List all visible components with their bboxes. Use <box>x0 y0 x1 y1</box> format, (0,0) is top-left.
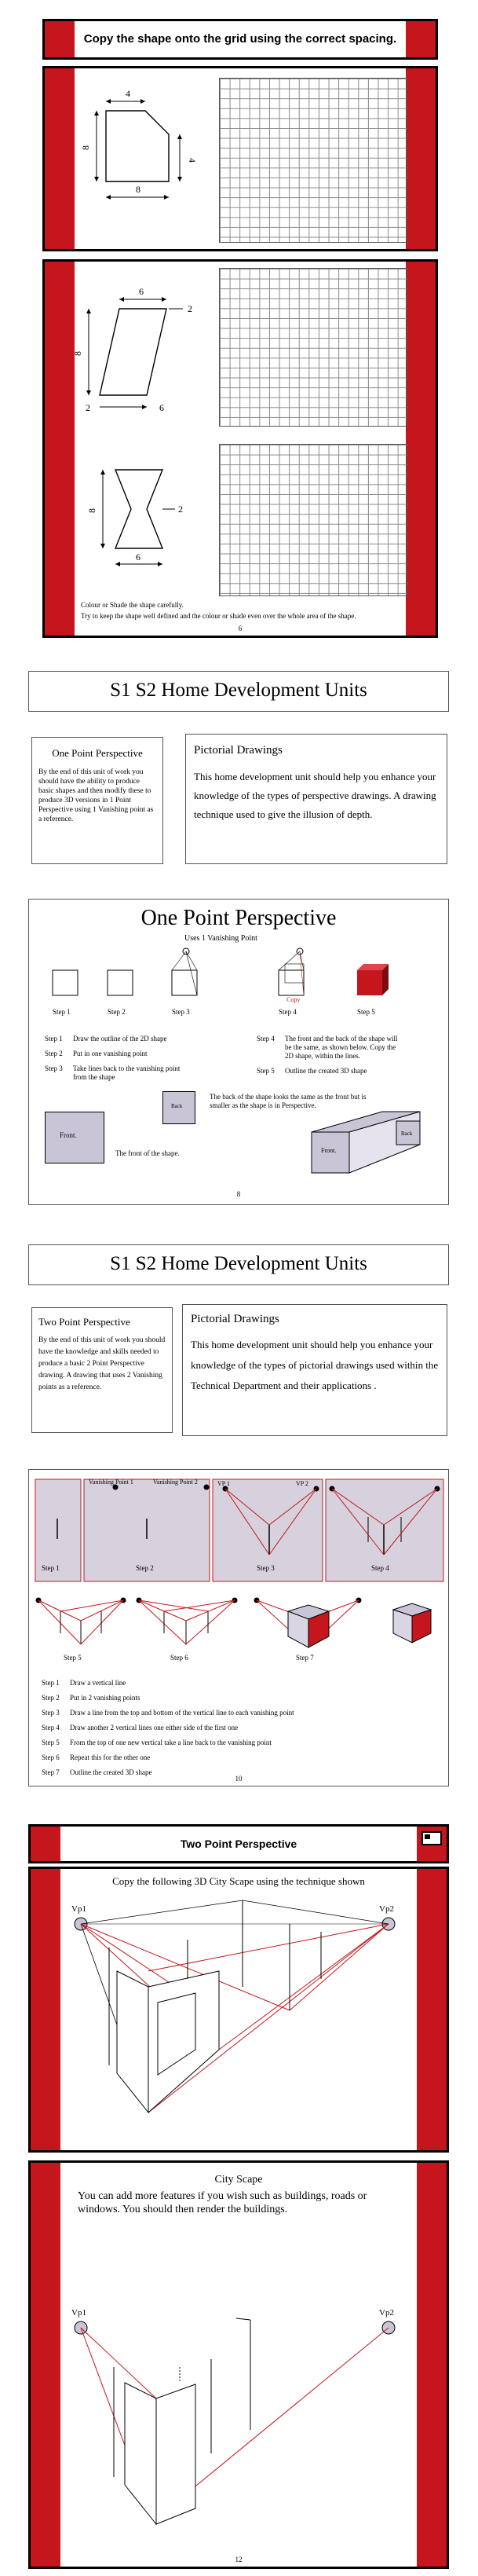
shading-note-1: Colour or Shade the shape carefully. <box>81 601 184 609</box>
unit-title-box-1 <box>28 671 449 712</box>
dim-bottom: 8 <box>136 184 140 195</box>
red-bar-left <box>31 1869 60 2150</box>
shading-note-2: Try to keep the shape well defined and the colour or shade even over the whole area of the shape. <box>81 612 356 620</box>
front-label: Front. <box>60 1131 77 1139</box>
description-heading: Pictorial Drawings <box>194 744 283 757</box>
grid-header-panel <box>42 19 438 60</box>
back-box-label: Back <box>401 1130 413 1137</box>
vp2-label: Vanishing Point 2 <box>153 1479 198 1486</box>
tpp-instructions <box>42 1679 434 1777</box>
instruction-row: Step 1 Draw a vertical line <box>42 1679 126 1687</box>
dim-left: 8 <box>86 508 97 513</box>
shape-3-diagram <box>86 450 217 592</box>
unit-objective-box-2 <box>31 1307 173 1433</box>
dim-bottom: 6 <box>159 402 164 413</box>
red-bar-left <box>45 21 75 57</box>
dim-left: 8 <box>80 145 91 150</box>
opp-instructions-left <box>45 1035 225 1082</box>
city-scape-panel-2 <box>28 2160 449 2569</box>
dim-bottom: 6 <box>136 551 140 562</box>
page-number: 12 <box>235 2556 243 2563</box>
instruction-row: Step 5 From the top of one new vertical take a line back to the vanishing point <box>42 1739 272 1746</box>
vp1-label: Vanishing Point 1 <box>89 1479 133 1486</box>
red-bar-left <box>31 2163 60 2567</box>
tpp-steps-top <box>29 1470 450 1588</box>
page-number: 6 <box>238 625 243 632</box>
step-4-label: Step 4 <box>371 1564 389 1572</box>
red-bar-right <box>417 2163 447 2567</box>
back-square <box>162 1091 195 1124</box>
vp1-short-label: VP 1 <box>217 1480 230 1487</box>
window-toggle-icon[interactable] <box>421 1831 442 1845</box>
vp1-label: Vp1 <box>71 2308 86 2318</box>
back-note: The back of the shape looks the same as the front but is smaller as the shape is in Perspective. <box>210 1093 367 1109</box>
opp-title: One Point Perspective <box>140 906 337 930</box>
instruction-row: Step 2 Put in one vanishing point <box>45 1050 148 1057</box>
objective-heading: One Point Perspective <box>52 747 143 759</box>
copy-grid-1[interactable] <box>219 78 407 243</box>
page-number: 8 <box>236 1190 241 1198</box>
final-shape-diagram <box>393 1603 431 1643</box>
shape-2-diagram <box>72 277 217 427</box>
step-5-label: Step 5 <box>64 1654 82 1662</box>
dim-right: 4 <box>187 158 198 163</box>
instruction-row: Step 5 Outline the created 3D shape <box>257 1067 367 1075</box>
unit-objective-box-1 <box>31 737 163 864</box>
description-text: This home development unit should help you enhance your knowledge of the types of pictorial drawings used within the Technical Department and their applications . <box>191 1339 439 1391</box>
one-point-perspective-panel <box>28 899 449 1205</box>
front-square <box>45 1112 104 1163</box>
copy-grid-2[interactable] <box>219 268 407 427</box>
unit-description-box-1 <box>185 734 447 864</box>
unit-title: S1 S2 Home Development Units <box>110 1253 367 1274</box>
instruction-row: Step 2 Put in 2 vanishing points <box>42 1694 140 1702</box>
grid-exercise-panel-2 <box>42 259 438 638</box>
instruction-row: Step 6 Repeat this for the other one <box>42 1753 151 1761</box>
city-scape-diagram-1 <box>62 1893 420 2144</box>
city-text: You can add more features if you wish such as buildings, roads or windows. You should then render the buildings. <box>78 2190 367 2215</box>
city-instruction: Copy the following 3D City Scape using the technique shown <box>112 1875 365 1887</box>
red-bar-right <box>406 21 436 57</box>
grid-exercise-panel-1 <box>42 66 438 251</box>
city-title: City Scape <box>214 2174 263 2186</box>
description-heading: Pictorial Drawings <box>191 1313 279 1325</box>
instruction-row: Step 1 Draw the outline of the 2D shape <box>45 1035 167 1042</box>
opp-subtitle: Uses 1 Vanishing Point <box>184 934 257 943</box>
step-2-label: Step 2 <box>108 1008 126 1016</box>
unit-title-box-2 <box>28 1244 449 1285</box>
city-header-panel <box>28 1824 449 1863</box>
step-1-label: Step 1 <box>42 1564 60 1572</box>
red-bar-left <box>45 262 75 636</box>
step-7-label: Step 7 <box>296 1654 314 1662</box>
instruction-row: Step 4 The front and the back of the shape will be the same, as shown below. Copy the 2D shape, within the lines. <box>257 1035 398 1060</box>
city-scape-diagram-2 <box>62 2296 420 2548</box>
red-bar-left <box>45 68 75 249</box>
dim-top-right: 2 <box>188 303 192 314</box>
opp-instructions-right <box>257 1035 437 1075</box>
step-6-diagram <box>137 1598 238 1662</box>
dim-top: 6 <box>139 286 144 297</box>
red-bar-right <box>406 262 436 636</box>
tpp-steps-bottom <box>29 1588 450 1666</box>
red-bar-left <box>31 1827 60 1861</box>
step-2-label: Step 2 <box>136 1564 154 1572</box>
page-number: 10 <box>235 1775 243 1783</box>
dim-top: 4 <box>126 88 130 99</box>
step-4-label: Step 4 <box>279 1008 297 1016</box>
unit-title: S1 S2 Home Development Units <box>110 680 367 701</box>
opp-steps-diagram <box>29 947 450 1025</box>
vp2-short-label: VP 2 <box>296 1480 308 1487</box>
objective-text: By the end of this unit of work you should have the knowledge and skills needed to produce a basic 2 Point Perspective drawing. A drawing that uses 2 Vanishing points as a reference. <box>38 1336 166 1391</box>
description-text: This home development unit should help you enhance your knowledge of the types of perspective drawings. A drawing technique used to give the illusion of depth. <box>194 771 436 820</box>
instruction-row: Step 3 Draw a line from the top and bottom of the vertical line to each vanishing point <box>42 1709 294 1717</box>
shape-1-diagram <box>80 79 208 221</box>
dim-left: 8 <box>72 351 83 356</box>
vp1-label: Vp1 <box>71 1904 86 1914</box>
step-7-diagram <box>254 1598 362 1662</box>
dim-right: 2 <box>178 504 183 515</box>
objective-text: By the end of this unit of work you should have the ability to produce basic shapes and then modify these to produce 3D versions in 1 Point Perspective using 1 Vanishing point as a reference. <box>38 768 154 823</box>
step-5-diagram <box>36 1598 126 1662</box>
vp2-label: Vp2 <box>379 2308 394 2318</box>
front-note: The front of the shape. <box>115 1149 180 1157</box>
opp-final-box <box>304 1104 437 1182</box>
vp2-label: Vp2 <box>379 1904 394 1914</box>
step-1-label: Step 1 <box>53 1008 71 1016</box>
red-bar-right <box>417 1869 447 2150</box>
dim-bottom-left: 2 <box>86 402 90 413</box>
step-5-label: Step 5 <box>357 1008 375 1016</box>
objective-heading: Two Point Perspective <box>38 1316 130 1328</box>
copy-label: Copy <box>286 996 301 1003</box>
front-box-label: Front. <box>321 1147 337 1154</box>
instruction-row: Step 4 Draw another 2 vertical lines one either side of the first one <box>42 1724 239 1731</box>
city-header: Two Point Perspective <box>180 1838 297 1850</box>
red-bar-right <box>406 68 436 249</box>
city-scape-panel-1 <box>28 1867 449 2153</box>
page-title: Copy the shape onto the grid using the correct spacing. <box>83 32 397 46</box>
back-label: Back <box>171 1103 183 1109</box>
instruction-row: Step 7 Outline the created 3D shape <box>42 1768 152 1776</box>
unit-description-box-2 <box>182 1304 447 1436</box>
step-3-label: Step 3 <box>257 1564 275 1572</box>
copy-grid-3[interactable] <box>219 444 407 596</box>
instruction-row: Step 3 Take lines back to the vanishing point from the shape <box>45 1064 181 1081</box>
step-6-label: Step 6 <box>170 1654 188 1662</box>
two-point-steps-panel <box>28 1469 449 1786</box>
step-3-label: Step 3 <box>172 1008 190 1016</box>
